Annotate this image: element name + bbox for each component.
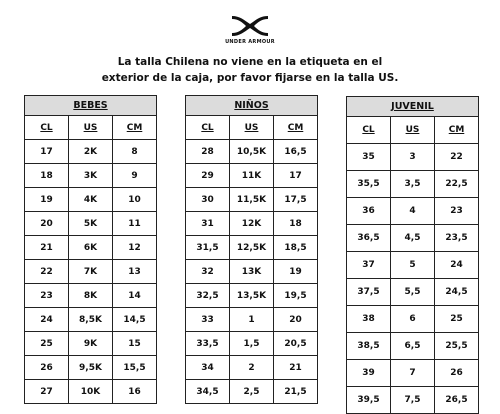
- table-cell: 14,5: [123, 314, 146, 325]
- table-cell: 22,5: [445, 179, 468, 189]
- notice-line-1: La talla Chilena no viene en la etiqueta en el: [117, 56, 383, 68]
- table-row: [347, 306, 478, 333]
- table-juvenil: [346, 96, 479, 414]
- table-cell: 36: [347, 198, 391, 224]
- column-header: US: [230, 116, 274, 139]
- table-cell: 4: [391, 198, 435, 224]
- table-cell: 28: [186, 140, 230, 163]
- table-cell: 12,5K: [230, 236, 274, 259]
- logo-text: UNDER ARMOUR: [225, 39, 275, 45]
- table-row: [186, 332, 317, 356]
- table-cell: 38: [347, 306, 391, 332]
- table-cell: 9K: [69, 332, 113, 355]
- table-row: [25, 380, 156, 403]
- table-cell: 22: [450, 152, 463, 162]
- table-row: [25, 332, 156, 356]
- table-cell: 6: [391, 306, 435, 332]
- table-cell: 12K: [230, 212, 274, 235]
- column-header: CM: [126, 122, 143, 133]
- table-cell: 2K: [69, 140, 113, 163]
- table-cell: 24: [450, 260, 463, 270]
- column-header-row: [186, 116, 317, 140]
- table-cell: 10: [128, 194, 141, 205]
- table-cell: 18,5: [284, 242, 307, 253]
- table-row: [186, 260, 317, 284]
- table-cell: 25,5: [445, 341, 468, 351]
- table-row: [347, 171, 478, 198]
- table-cell: 25: [450, 314, 463, 324]
- table-row: [347, 360, 478, 387]
- column-header: US: [69, 116, 113, 139]
- under-armour-logo-icon: [230, 14, 270, 38]
- table-cell: 27: [25, 380, 69, 403]
- table-cell: 13K: [230, 260, 274, 283]
- table-cell: 17: [25, 140, 69, 163]
- table-row: [186, 164, 317, 188]
- table-cell: 11: [128, 218, 141, 229]
- table-cell: 3,5: [391, 171, 435, 197]
- table-cell: 5K: [69, 212, 113, 235]
- table-cell: 18: [289, 218, 302, 229]
- table-cell: 11,5K: [230, 188, 274, 211]
- table-cell: 32,5: [186, 284, 230, 307]
- table-cell: 11K: [230, 164, 274, 187]
- table-cell: 15,5: [123, 362, 146, 373]
- table-cell: 37: [347, 252, 391, 278]
- table-row: [25, 140, 156, 164]
- table-cell: 17: [289, 170, 302, 181]
- column-header: US: [391, 117, 435, 143]
- table-row: [186, 188, 317, 212]
- table-cell: 33,5: [186, 332, 230, 355]
- table-cell: 29: [186, 164, 230, 187]
- table-row: [25, 236, 156, 260]
- table-row: [25, 308, 156, 332]
- table-cell: 5,5: [391, 279, 435, 305]
- table-cell: 8,5K: [69, 308, 113, 331]
- table-cell: 7: [391, 360, 435, 386]
- table-row: [347, 198, 478, 225]
- table-cell: 15: [128, 338, 141, 349]
- table-cell: 13,5K: [230, 284, 274, 307]
- table-cell: 4K: [69, 188, 113, 211]
- table-row: [186, 380, 317, 403]
- table-row: [186, 212, 317, 236]
- table-cell: 22: [25, 260, 69, 283]
- table-cell: 35: [347, 144, 391, 170]
- table-cell: 35,5: [347, 171, 391, 197]
- table-row: [347, 279, 478, 306]
- table-cell: 23: [450, 206, 463, 216]
- table-cell: 7K: [69, 260, 113, 283]
- table-row: [25, 212, 156, 236]
- table-cell: 23: [25, 284, 69, 307]
- table-cell: 2,5: [230, 380, 274, 403]
- table-cell: 7,5: [391, 387, 435, 413]
- table-cell: 21: [25, 236, 69, 259]
- table-cell: 10,5K: [230, 140, 274, 163]
- table-row: [25, 188, 156, 212]
- table-cell: 26: [25, 356, 69, 379]
- column-header: CL: [347, 117, 391, 143]
- table-cell: 6,5: [391, 333, 435, 359]
- table-cell: 39: [347, 360, 391, 386]
- table-cell: 19: [25, 188, 69, 211]
- table-title: JUVENIL: [347, 97, 478, 117]
- table-cell: 36,5: [347, 225, 391, 251]
- table-cell: 16: [128, 386, 141, 397]
- table-cell: 3K: [69, 164, 113, 187]
- table-cell: 34,5: [186, 380, 230, 403]
- table-title: BEBES: [25, 96, 156, 116]
- column-header: CL: [25, 116, 69, 139]
- table-ninos: [185, 95, 318, 404]
- table-row: [186, 140, 317, 164]
- table-row: [347, 225, 478, 252]
- table-cell: 2: [230, 356, 274, 379]
- brand-logo: [222, 14, 278, 45]
- column-header-row: [347, 117, 478, 144]
- table-cell: 20: [289, 314, 302, 325]
- table-row: [186, 308, 317, 332]
- table-cell: 31: [186, 212, 230, 235]
- table-cell: 19: [289, 266, 302, 277]
- table-cell: 16,5: [284, 146, 307, 157]
- table-row: [186, 284, 317, 308]
- table-bebes: [24, 95, 157, 404]
- table-cell: 26,5: [445, 395, 468, 405]
- table-cell: 21,5: [284, 386, 307, 397]
- column-header: CM: [448, 125, 465, 135]
- table-cell: 20,5: [284, 338, 307, 349]
- table-title: NIÑOS: [186, 96, 317, 116]
- table-cell: 5: [391, 252, 435, 278]
- table-cell: 17,5: [284, 194, 307, 205]
- table-cell: 12: [128, 242, 141, 253]
- table-cell: 9: [131, 170, 138, 181]
- table-cell: 19,5: [284, 290, 307, 301]
- table-cell: 8K: [69, 284, 113, 307]
- column-header: CM: [287, 122, 304, 133]
- table-cell: 30: [186, 188, 230, 211]
- table-cell: 3: [391, 144, 435, 170]
- notice-heading: [0, 54, 500, 86]
- table-row: [25, 284, 156, 308]
- table-cell: 34: [186, 356, 230, 379]
- table-cell: 24,5: [445, 287, 468, 297]
- table-cell: 6K: [69, 236, 113, 259]
- table-cell: 9,5K: [69, 356, 113, 379]
- table-cell: 33: [186, 308, 230, 331]
- table-cell: 21: [289, 362, 302, 373]
- table-row: [25, 164, 156, 188]
- table-row: [347, 387, 478, 413]
- table-cell: 38,5: [347, 333, 391, 359]
- table-cell: 39,5: [347, 387, 391, 413]
- notice-line-2: exterior de la caja, por favor fijarse en la talla US.: [101, 72, 399, 84]
- table-cell: 20: [25, 212, 69, 235]
- table-cell: 31,5: [186, 236, 230, 259]
- table-row: [347, 252, 478, 279]
- table-row: [186, 356, 317, 380]
- table-cell: 4,5: [391, 225, 435, 251]
- table-cell: 23,5: [445, 233, 468, 243]
- table-cell: 1: [230, 308, 274, 331]
- table-cell: 26: [450, 368, 463, 378]
- table-cell: 18: [25, 164, 69, 187]
- table-row: [25, 356, 156, 380]
- table-cell: 14: [128, 290, 141, 301]
- table-cell: 13: [128, 266, 141, 277]
- table-cell: 10K: [69, 380, 113, 403]
- table-cell: 24: [25, 308, 69, 331]
- column-header: CL: [186, 116, 230, 139]
- table-cell: 25: [25, 332, 69, 355]
- table-cell: 8: [131, 146, 138, 157]
- column-header-row: [25, 116, 156, 140]
- table-cell: 1,5: [230, 332, 274, 355]
- table-row: [347, 144, 478, 171]
- table-cell: 37,5: [347, 279, 391, 305]
- table-row: [347, 333, 478, 360]
- table-row: [186, 236, 317, 260]
- table-cell: 32: [186, 260, 230, 283]
- table-row: [25, 260, 156, 284]
